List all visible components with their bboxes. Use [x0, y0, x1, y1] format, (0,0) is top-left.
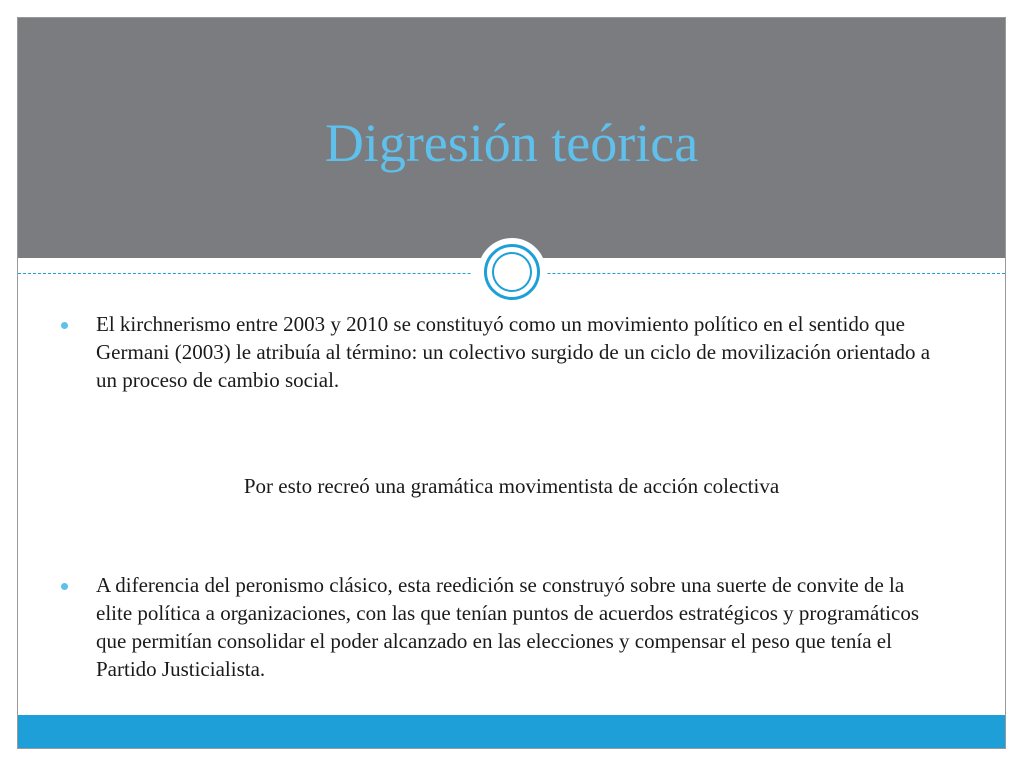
bullet-dot-icon: [61, 583, 68, 590]
slide: [17, 17, 1006, 749]
slide-title: Digresión teórica: [324, 113, 699, 173]
bullet-dot-icon: [61, 322, 68, 329]
centered-statement: Por esto recreó una gramática movimentista de acción colectiva: [243, 474, 780, 498]
bullet-text: El kirchnerismo entre 2003 y 2010 se constituyó como un movimiento político en el sentido que Germani (2003) le atribuía al término: un colectivo surgido de un ciclo de movilización orientado a un proceso de cambio social.: [96, 312, 931, 392]
bullet-text: A diferencia del peronismo clásico, esta reedición se construyó sobre una suerte de convite de la elite política a organizaciones, con las que tenían puntos de acuerdos estratégicos y programáticos que permitían consolidar el poder alcanzado en las elecciones y compensar el peso que tenía el Partido Justicialista.: [96, 573, 919, 681]
slide-footer-band: [18, 715, 1005, 748]
bullet-item: [61, 310, 941, 394]
slide-header-band: [18, 18, 1005, 258]
bullet-item: [61, 571, 941, 683]
divider-ring-inner: [492, 252, 532, 292]
